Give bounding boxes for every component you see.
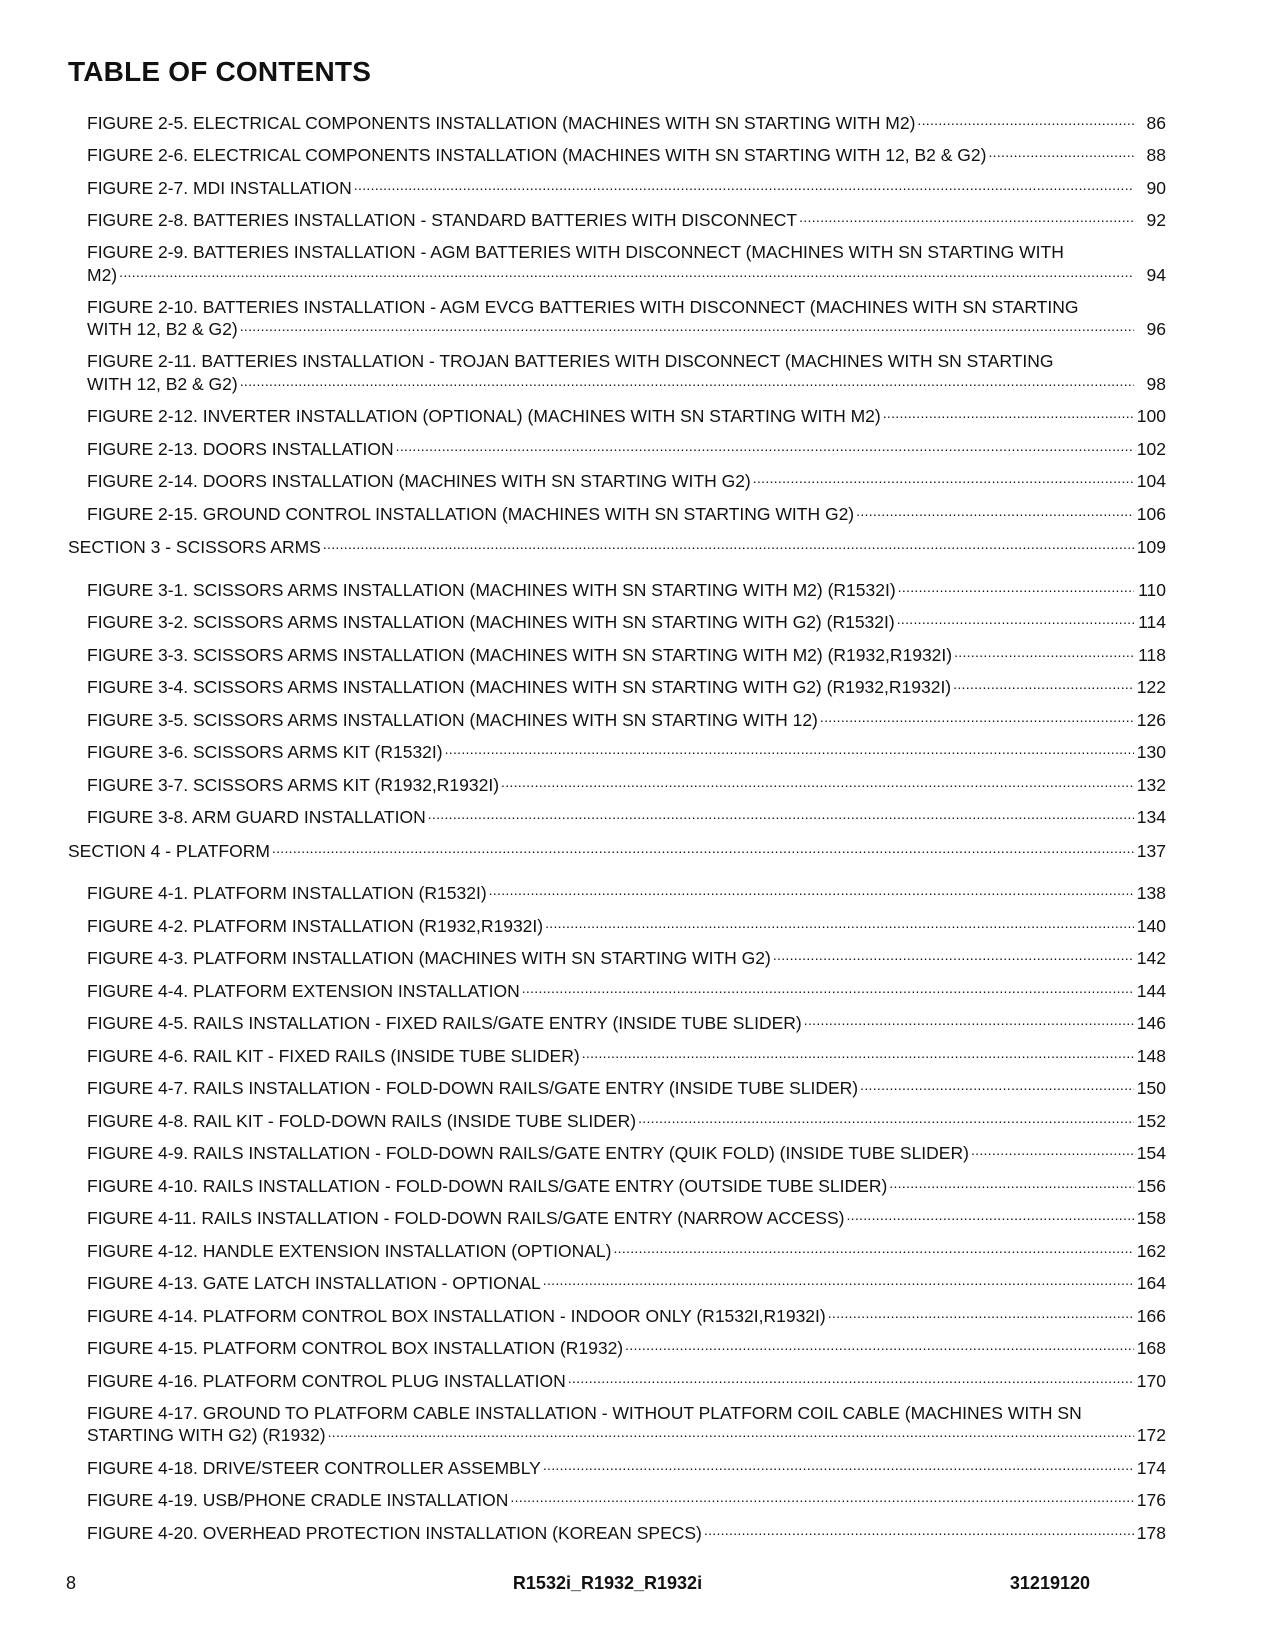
dot-leader [897,611,1134,629]
dot-leader [804,1012,1134,1030]
dot-leader [917,111,1134,129]
toc-figure-entry[interactable] [68,741,1166,764]
toc-entry-title: SECTION 4 - PLATFORM [68,840,270,861]
toc-entry-page-number: 137 [1136,840,1166,861]
dot-leader [828,1304,1134,1322]
toc-entry-page-number: 122 [1136,677,1166,697]
toc-figure-entry[interactable] [68,676,1166,699]
toc-figure-entry[interactable] [68,209,1166,232]
dot-leader [543,1272,1134,1290]
toc-entry-title: WITH 12, B2 & G2) [87,319,238,339]
toc-section-entry[interactable] [68,536,1166,559]
toc-figure-entry[interactable] [68,1239,1166,1262]
toc-entry-title: FIGURE 3-3. SCISSORS ARMS INSTALLATION (MACHINES WITH SN STARTING WITH M2) (R1932,R1932I) [87,644,953,665]
toc-entry-page-number: 166 [1136,1305,1166,1326]
toc-entry-page-number: 178 [1136,1522,1166,1543]
dot-leader [820,708,1134,726]
toc-entry-title-line: FIGURE 2-9. BATTERIES INSTALLATION - AGM BATTERIES WITH DISCONNECT (MACHINES WITH SN STARTING WITH [87,242,1064,262]
toc-entry-page-number: 154 [1136,1143,1166,1163]
toc-entry-title: FIGURE 4-13. GATE LATCH INSTALLATION - OPTIONAL [87,1273,541,1293]
toc-entry-page-number: 152 [1136,1110,1166,1131]
toc-entry-page-number: 140 [1136,915,1166,936]
toc-figure-entry[interactable] [68,111,1166,134]
toc-entry-page-number: 118 [1138,644,1166,665]
toc-entry-title: FIGURE 2-7. MDI INSTALLATION [87,177,352,198]
toc-figure-entry[interactable] [68,1521,1166,1544]
dot-leader [988,144,1134,162]
dot-leader [638,1109,1134,1127]
dot-leader [704,1521,1134,1539]
toc-entry-page-number: 134 [1136,807,1166,827]
toc-entry-title: FIGURE 4-15. PLATFORM CONTROL BOX INSTALLATION (R1932) [87,1338,624,1358]
footer-doc-number: 31219120 [1009,1573,1090,1593]
toc-figure-entry[interactable] [68,1369,1166,1392]
toc-entry-title-line: FIGURE 2-10. BATTERIES INSTALLATION - AGM EVCG BATTERIES WITH DISCONNECT (MACHINES WITH SN STARTING [87,296,1079,317]
dot-leader [856,502,1134,520]
toc-figure-entry[interactable] [68,1109,1166,1132]
toc-figure-entry[interactable] [68,296,1166,341]
toc-entry-title: FIGURE 3-5. SCISSORS ARMS INSTALLATION (MACHINES WITH SN STARTING WITH 12) [87,709,818,730]
dot-leader [846,1207,1134,1225]
dot-leader [489,882,1134,900]
toc-figure-entry[interactable] [68,1077,1166,1100]
toc-entry-page-number: 132 [1136,774,1166,795]
toc-entry-title: FIGURE 4-5. RAILS INSTALLATION - FIXED RAILS/GATE ENTRY (INSIDE TUBE SLIDER) [87,1013,802,1033]
dot-leader [953,676,1134,694]
dot-leader [328,1424,1134,1442]
dot-leader [510,1489,1134,1507]
toc-entry-title: STARTING WITH G2) (R1932) [87,1425,326,1445]
toc-entry-title: FIGURE 4-1. PLATFORM INSTALLATION (R1532I) [87,883,487,903]
toc-entry-page-number: 98 [1146,373,1166,394]
dot-leader [860,1077,1134,1095]
toc-entry-title: FIGURE 4-20. OVERHEAD PROTECTION INSTALLATION (KOREAN SPECS) [87,1522,702,1543]
toc-figure-entry[interactable] [68,1272,1166,1295]
toc-entry-title: FIGURE 4-6. RAIL KIT - FIXED RAILS (INSIDE TUBE SLIDER) [87,1045,580,1066]
dot-leader [396,437,1134,455]
dot-leader [445,741,1134,759]
toc-entry-page-number: 130 [1136,742,1166,762]
toc-entry-title: FIGURE 4-19. USB/PHONE CRADLE INSTALLATION [87,1490,509,1510]
toc-entry-title: FIGURE 4-9. RAILS INSTALLATION - FOLD-DOWN RAILS/GATE ENTRY (QUIK FOLD) (INSIDE TUBE SLIDER) [87,1143,969,1163]
toc-entry-page-number: 96 [1146,319,1166,339]
toc-entry-title: FIGURE 4-2. PLATFORM INSTALLATION (R1932,R1932I) [87,915,544,936]
toc-entry-page-number: 102 [1136,438,1166,459]
toc-entry-title: FIGURE 2-5. ELECTRICAL COMPONENTS INSTALLATION (MACHINES WITH SN STARTING WITH M2) [87,112,916,133]
toc-entry-title: FIGURE 4-8. RAIL KIT - FOLD-DOWN RAILS (INSIDE TUBE SLIDER) [87,1110,637,1131]
toc-entry-title: FIGURE 2-8. BATTERIES INSTALLATION - STANDARD BATTERIES WITH DISCONNECT [87,210,798,230]
toc-entry-page-number: 176 [1136,1490,1166,1510]
toc-figure-entry[interactable] [68,176,1166,199]
dot-leader [799,209,1134,227]
toc-entry-title: M2) [87,264,118,285]
dot-leader [428,806,1134,824]
toc-entry-page-number: 104 [1136,471,1166,491]
toc-figure-entry[interactable] [68,1337,1166,1360]
toc-entry-page-number: 126 [1136,709,1166,730]
dot-leader [501,773,1134,791]
dot-leader [971,1142,1134,1160]
toc-entry-page-number: 142 [1136,948,1166,968]
dot-leader [240,318,1134,336]
toc-figure-entry[interactable] [68,611,1166,634]
toc-entry-page-number: 150 [1136,1078,1166,1098]
toc-entry-title: FIGURE 3-8. ARM GUARD INSTALLATION [87,807,426,827]
dot-leader [323,536,1134,554]
dot-leader [883,405,1134,423]
toc-entry-page-number: 110 [1138,579,1166,600]
dot-leader [625,1337,1134,1355]
dot-leader [568,1369,1134,1387]
toc-figure-entry[interactable] [68,144,1166,167]
toc-entry-page-number: 106 [1136,503,1166,524]
toc-entry-title: FIGURE 3-6. SCISSORS ARMS KIT (R1532I) [87,742,443,762]
toc-entry-page-number: 138 [1136,883,1166,903]
dot-leader [543,1456,1134,1474]
toc-entry-title: FIGURE 2-13. DOORS INSTALLATION [87,438,394,459]
toc-figure-entry[interactable] [68,437,1166,460]
dot-leader [272,839,1134,857]
toc-entry-title: FIGURE 4-14. PLATFORM CONTROL BOX INSTALLATION - INDOOR ONLY (R1532I,R1932I) [87,1305,826,1326]
toc-entry-title: FIGURE 4-12. HANDLE EXTENSION INSTALLATION (OPTIONAL) [87,1240,612,1261]
toc-entry-page-number: 86 [1146,112,1166,133]
toc-entry-page-number: 146 [1136,1013,1166,1033]
toc-entry-page-number: 88 [1146,145,1166,165]
toc-entry-page-number: 170 [1136,1370,1166,1391]
table-of-contents [68,111,1166,1554]
toc-entry-title: FIGURE 3-2. SCISSORS ARMS INSTALLATION (MACHINES WITH SN STARTING WITH G2) (R1532I) [87,612,895,632]
toc-figure-entry[interactable] [68,882,1166,905]
toc-entry-title: FIGURE 4-11. RAILS INSTALLATION - FOLD-DOWN RAILS/GATE ENTRY (NARROW ACCESS) [87,1208,845,1228]
toc-figure-entry[interactable] [68,1174,1166,1197]
toc-entry-page-number: 148 [1136,1045,1166,1066]
toc-figure-entry[interactable] [68,1489,1166,1512]
toc-figure-entry[interactable] [68,578,1166,601]
toc-entry-page-number: 156 [1136,1175,1166,1196]
dot-leader [354,176,1134,194]
toc-figure-entry[interactable] [68,708,1166,731]
toc-entry-page-number: 100 [1136,406,1166,426]
toc-entry-page-number: 90 [1146,177,1166,198]
toc-entry-title: SECTION 3 - SCISSORS ARMS [68,537,321,557]
toc-figure-entry[interactable] [68,1012,1166,1035]
toc-entry-title: FIGURE 2-6. ELECTRICAL COMPONENTS INSTALLATION (MACHINES WITH SN STARTING WITH 12, B2 & G2) [87,145,987,165]
toc-entry-title-line: FIGURE 2-11. BATTERIES INSTALLATION - TROJAN BATTERIES WITH DISCONNECT (MACHINES WITH SN STARTING [87,351,1054,371]
toc-entry-title: FIGURE 2-15. GROUND CONTROL INSTALLATION (MACHINES WITH SN STARTING WITH G2) [87,503,855,524]
toc-entry-page-number: 158 [1136,1208,1166,1228]
footer-model: R1532i_R1932_R1932i [512,1573,703,1593]
dot-leader [522,979,1134,997]
toc-entry-page-number: 92 [1146,210,1166,230]
footer-page-number: 8 [66,1573,77,1593]
toc-figure-entry[interactable] [68,914,1166,937]
dot-leader [582,1044,1134,1062]
dot-leader [119,263,1134,281]
toc-figure-entry[interactable] [68,405,1166,428]
toc-figure-entry[interactable] [68,1044,1166,1067]
toc-figure-entry[interactable] [68,806,1166,829]
toc-figure-entry[interactable] [68,1207,1166,1230]
toc-entry-title: FIGURE 4-3. PLATFORM INSTALLATION (MACHINES WITH SN STARTING WITH G2) [87,948,771,968]
toc-figure-entry[interactable] [68,470,1166,493]
toc-entry-title: FIGURE 4-7. RAILS INSTALLATION - FOLD-DOWN RAILS/GATE ENTRY (INSIDE TUBE SLIDER) [87,1078,859,1098]
toc-figure-entry[interactable] [68,241,1166,286]
toc-figure-entry[interactable] [68,502,1166,525]
toc-figure-entry[interactable] [68,1304,1166,1327]
toc-entry-page-number: 164 [1136,1273,1166,1293]
dot-leader [954,643,1134,661]
dot-leader [240,372,1134,390]
dot-leader [613,1239,1134,1257]
toc-figure-entry[interactable] [68,1142,1166,1165]
toc-figure-entry[interactable] [68,947,1166,970]
toc-entry-page-number: 174 [1136,1457,1166,1478]
toc-entry-page-number: 109 [1136,537,1166,557]
toc-figure-entry[interactable] [68,643,1166,666]
toc-entry-page-number: 168 [1136,1338,1166,1358]
toc-entry-title: FIGURE 4-16. PLATFORM CONTROL PLUG INSTALLATION [87,1370,566,1391]
toc-figure-entry[interactable] [68,1402,1166,1447]
toc-entry-title: FIGURE 3-4. SCISSORS ARMS INSTALLATION (MACHINES WITH SN STARTING WITH G2) (R1932,R1932I) [87,677,952,697]
toc-entry-title: FIGURE 2-12. INVERTER INSTALLATION (OPTIONAL) (MACHINES WITH SN STARTING WITH M2) [87,406,881,426]
toc-entry-page-number: 114 [1138,612,1166,632]
toc-figure-entry[interactable] [68,1456,1166,1479]
toc-entry-title: FIGURE 4-4. PLATFORM EXTENSION INSTALLATION [87,980,520,1001]
dot-leader [753,470,1134,488]
toc-entry-title: FIGURE 4-10. RAILS INSTALLATION - FOLD-DOWN RAILS/GATE ENTRY (OUTSIDE TUBE SLIDER) [87,1175,888,1196]
page-title: TABLE OF CONTENTS [68,56,372,87]
toc-entry-page-number: 162 [1136,1240,1166,1261]
toc-section-entry[interactable] [68,839,1166,862]
toc-entry-title: FIGURE 3-7. SCISSORS ARMS KIT (R1932,R1932I) [87,774,500,795]
toc-entry-title: FIGURE 3-1. SCISSORS ARMS INSTALLATION (MACHINES WITH SN STARTING WITH M2) (R1532I) [87,579,896,600]
toc-figure-entry[interactable] [68,979,1166,1002]
toc-entry-title: FIGURE 4-18. DRIVE/STEER CONTROLLER ASSEMBLY [87,1457,541,1478]
toc-figure-entry[interactable] [68,350,1166,395]
dot-leader [898,578,1134,596]
toc-figure-entry[interactable] [68,773,1166,796]
dot-leader [773,947,1134,965]
dot-leader [545,914,1134,932]
toc-entry-page-number: 172 [1136,1425,1166,1445]
toc-entry-page-number: 94 [1146,264,1166,285]
toc-entry-title: FIGURE 2-14. DOORS INSTALLATION (MACHINES WITH SN STARTING WITH G2) [87,471,751,491]
dot-leader [889,1174,1134,1192]
toc-entry-title: WITH 12, B2 & G2) [87,373,238,394]
toc-entry-page-number: 144 [1136,980,1166,1001]
toc-entry-title-line: FIGURE 4-17. GROUND TO PLATFORM CABLE INSTALLATION - WITHOUT PLATFORM COIL CABLE (MACHINES WITH SN [87,1402,1082,1423]
